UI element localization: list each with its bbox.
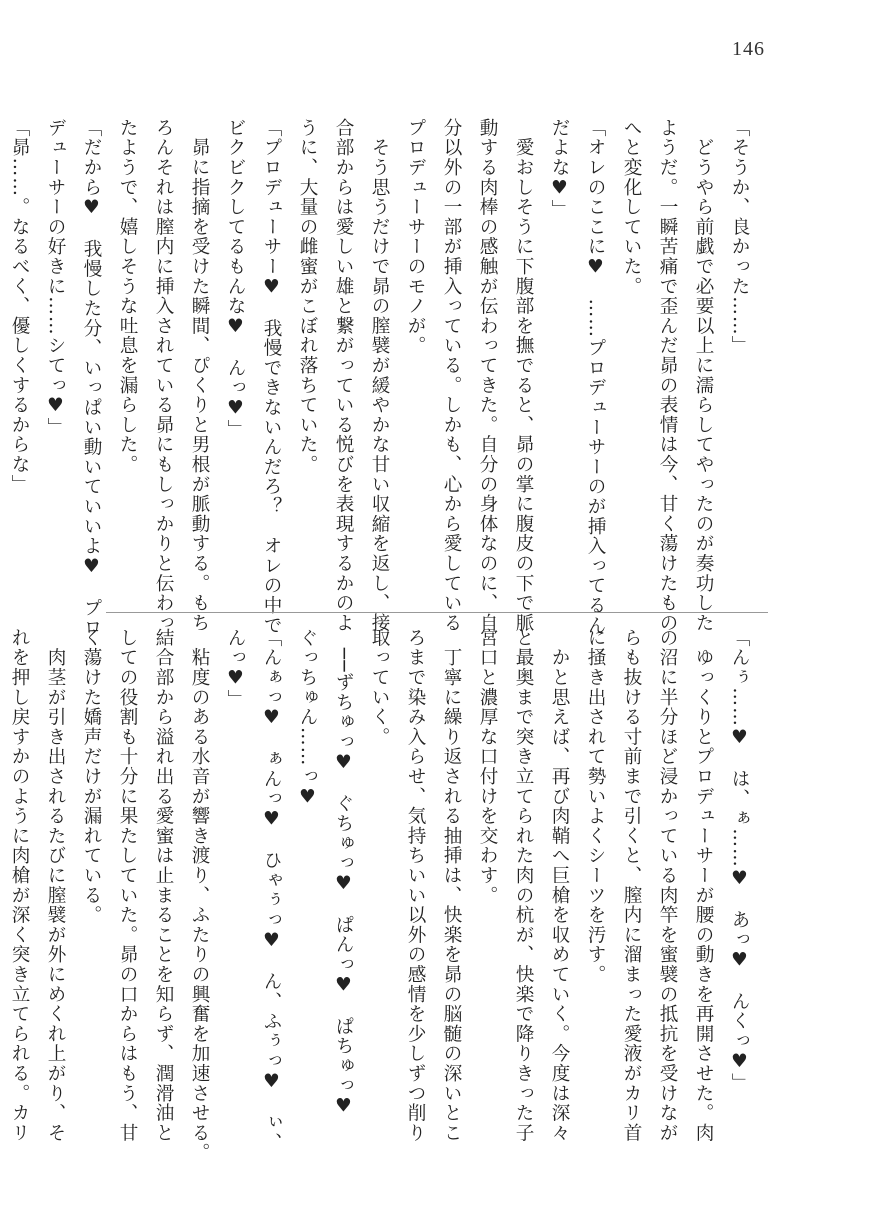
text-line: れを押し戻すかのように肉槍が深く突き立てられる。カリ xyxy=(9,628,30,1143)
text-line: の沼に半分ほど浸かっている肉竿を蜜襞の抵抗を受けなが xyxy=(657,628,678,1143)
text-line: そう思うだけで昴の膣襞が緩やかな甘い収縮を返し、接 xyxy=(369,118,390,633)
text-line: 結合部から溢れ出る愛蜜は止まることを知らず、潤滑油と xyxy=(153,628,174,1143)
text-line: しての役割も十分に果たしていた。昴の口からはもう、甘 xyxy=(117,628,138,1143)
text-line: ぐっちゅん……っ♥ xyxy=(297,628,318,809)
text-line: 「そうか、良かった……」 xyxy=(729,118,750,356)
text-block-bottom xyxy=(9,628,757,1163)
text-line: たようで、嬉しそうな吐息を漏らした。 xyxy=(117,118,138,475)
text-line: 合部からは愛しい雄と繋がっている悦びを表現するかのよ xyxy=(333,118,354,633)
text-line: と最奥まで突き立てられた肉の杭が、快楽で降りきった子 xyxy=(513,628,534,1143)
text-line: 愛おしそうに下腹部を撫でると、昴の掌に腹皮の下で脈 xyxy=(513,118,534,633)
text-line: く蕩けた嬌声だけが漏れている。 xyxy=(81,628,102,925)
text-line: らも抜ける寸前まで引くと、膣内に溜まった愛液がカリ首 xyxy=(621,628,642,1143)
text-line: デューサーの好きに……シてっ♥」 xyxy=(45,118,66,438)
text-line: 分以外の一部が挿入っている。しかも、心から愛している xyxy=(441,118,462,633)
text-line: どうやら前戯で必要以上に濡らしてやったのが奏功した xyxy=(693,118,714,633)
text-line: 粘度のある水音が響き渡り、ふたりの興奮を加速させる。 xyxy=(189,628,210,1163)
text-line: だよな♥」 xyxy=(549,118,570,220)
text-line: 宮口と濃厚な口付けを交わす。 xyxy=(477,628,498,906)
section-divider xyxy=(106,612,768,613)
text-line: ろまで染み入らせ、気持ちいい以外の感情を少しずつ削り xyxy=(405,628,426,1143)
text-line: 動する肉棒の感触が伝わってきた。自分の身体なのに、自 xyxy=(477,118,498,633)
text-line: 「オレのここに♥ ……プロデューサーのが挿入ってるん xyxy=(585,118,606,636)
text-line: 取っていく。 xyxy=(369,628,390,747)
text-line: ──ずちゅっ♥ ぐちゅっ♥ ぱんっ♥ ぱちゅっ♥ xyxy=(333,628,354,1118)
text-line: 「んぅ……♥ は、ぁ……♥ あっ♥ んくっ♥」 xyxy=(729,628,750,1093)
text-line: ゆっくりとプロデューサーが腰の動きを再開させた。肉 xyxy=(693,628,714,1143)
text-line: うに、大量の雌蜜がこぼれ落ちていた。 xyxy=(297,118,318,475)
text-line: プロデューサーのモノが。 xyxy=(405,118,426,356)
text-line: 「昴……。なるべく、優しくするからな」 xyxy=(9,118,30,495)
text-line: 丁寧に繰り返される抽挿は、快楽を昴の脳髄の深いとこ xyxy=(441,628,462,1143)
text-line: 「プロデューサー♥ 我慢できないんだろ？ オレの中で xyxy=(261,118,282,636)
text-line: 肉茎が引き出されるたびに膣襞が外にめくれ上がり、そ xyxy=(45,628,66,1143)
text-line: 「んぁっ♥ ぁんっ♥ ひゃぅっ♥ ん、ふぅっ♥ ぃ、 xyxy=(261,628,282,1153)
text-line: んっ♥」 xyxy=(225,628,246,710)
text-line: へと変化していた。 xyxy=(621,118,642,297)
text-block-top xyxy=(9,118,757,638)
text-line: ろんそれは膣内に挿入されている昴にもしっかりと伝わっ xyxy=(153,118,174,633)
text-line: ようだ。一瞬苦痛で歪んだ昴の表情は今、甘く蕩けたもの xyxy=(657,118,678,633)
page-number: 146 xyxy=(732,38,765,60)
text-line: ビクビクしてるもんな♥ んっ♥」 xyxy=(225,118,246,440)
text-line: 「だから♥ 我慢した分、いっぱい動いていいよ♥ プロ xyxy=(81,118,102,638)
text-line: かと思えば、再び肉鞘へ巨槍を収めていく。今度は深々 xyxy=(549,628,570,1143)
text-line: に掻き出されて勢いよくシーツを汚す。 xyxy=(585,628,606,985)
text-line: 昴に指摘を受けた瞬間、ぴくりと男根が脈動する。もち xyxy=(189,118,210,633)
